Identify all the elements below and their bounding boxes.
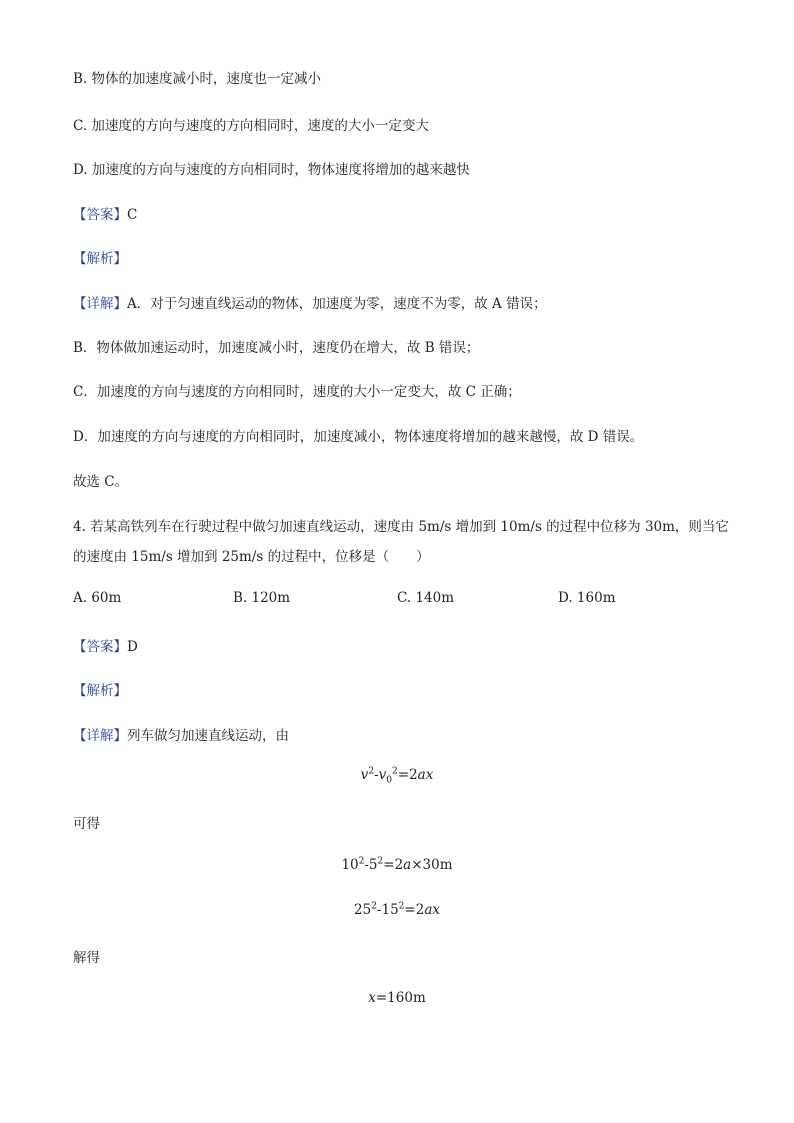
detail-line-d: D．加速度的方向与速度的方向相同时，加速度减小，物体速度将增加的越来越慢，故 D 错误。: [73, 429, 644, 445]
detail-line-a: [73, 292, 547, 312]
detail-text: A．对于匀速直线运动的物体，加速度为零，速度不为零，故 A 错误；: [127, 296, 547, 312]
q4-detail-text: 列车做匀加速直线运动，由: [127, 728, 289, 744]
option-c: C. 加速度的方向与速度的方向相同时，速度的大小一定变大: [73, 118, 429, 134]
option-b: B. 物体的加速度减小时，速度也一定减小: [73, 71, 322, 87]
formula-first-stage: $10^2-5^2=2a\times 30m$: [341, 856, 453, 873]
jiede-text: 解得: [73, 950, 100, 966]
question-4-stem-line2: 的速度由 15m/s 增加到 25m/s 的过程中，位移是（ ）: [73, 549, 430, 565]
kede-text: 可得: [73, 816, 100, 832]
detail-tag: 【详解】: [73, 296, 127, 312]
answer-line: [73, 203, 137, 223]
detail-line-c: C．加速度的方向与速度的方向相同时，速度的大小一定变大，故 C 正确；: [73, 384, 521, 400]
q4-detail-line: [73, 724, 289, 744]
q4-option-b: B. 120m: [233, 590, 291, 606]
q4-answer-tag: 【答案】: [73, 639, 127, 655]
question-4-stem-line1: 4. 若某高铁列车在行驶过程中做匀加速直线运动，速度由 5m/s 增加到 10m/s 的过程中位移为 30m，则当它: [73, 519, 729, 535]
formula-kinematic: $v^2-v_0^2=2ax$: [360, 766, 434, 786]
detail-line-b: B．物体做加速运动时，加速度减小时，速度仍在增大，故 B 错误；: [73, 340, 480, 356]
q4-option-d: D. 160m: [558, 590, 616, 606]
q4-option-a: A. 60m: [73, 590, 122, 606]
conclusion: 故选 C。: [73, 474, 129, 490]
answer-tag: 【答案】: [73, 207, 127, 223]
formula-second-stage: $25^2-15^2=2ax$: [354, 901, 440, 918]
q4-detail-tag: 【详解】: [73, 728, 127, 744]
option-d: D. 加速度的方向与速度的方向相同时，物体速度将增加的越来越快: [73, 162, 470, 178]
analysis-tag: 【解析】: [73, 251, 127, 267]
q4-option-c: C. 140m: [397, 590, 454, 606]
q4-answer-value: D: [127, 639, 138, 655]
q4-answer-line: [73, 635, 138, 655]
q4-analysis-tag: 【解析】: [73, 683, 127, 699]
answer-value: C: [127, 207, 138, 223]
formula-result: x=160m: [368, 990, 426, 1006]
